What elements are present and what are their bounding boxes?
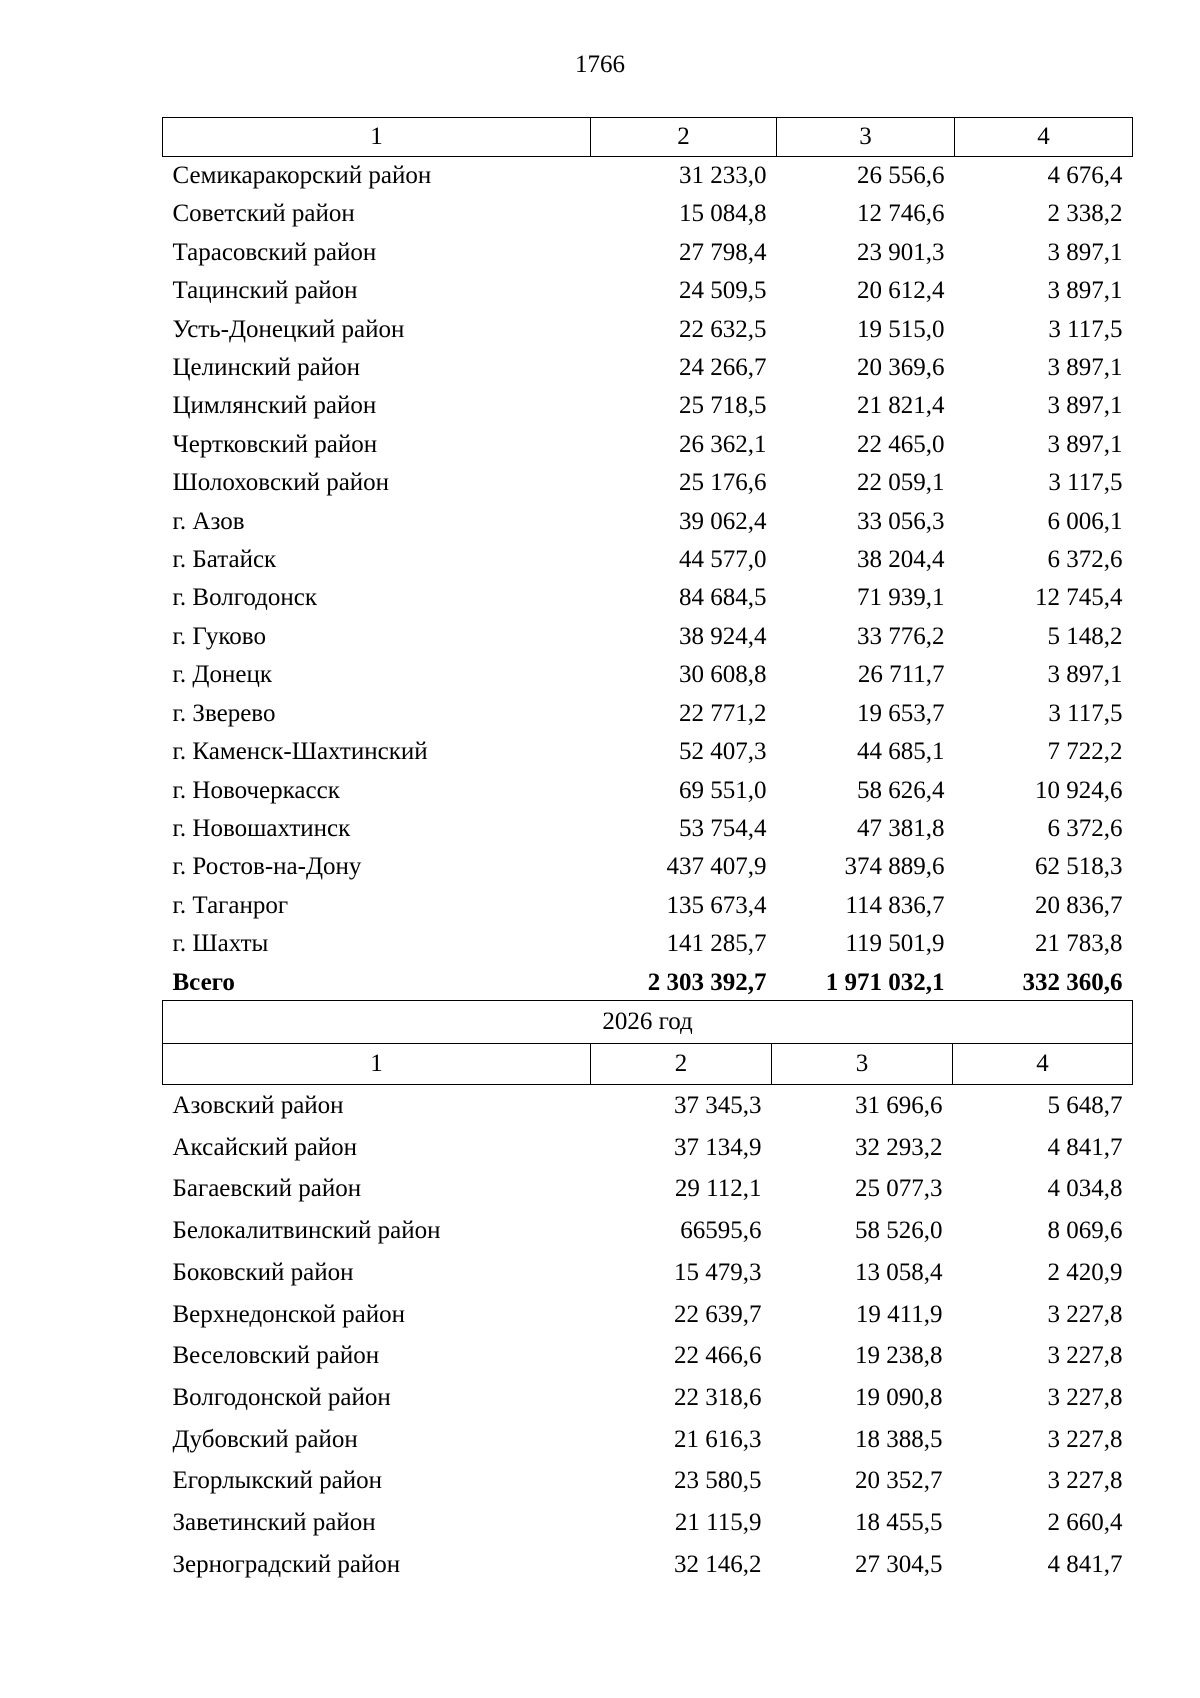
- row-value: 37 134,9: [674, 1133, 762, 1161]
- row-label: Аксайский район: [172, 1133, 358, 1161]
- row-value: 141 285,7: [666, 930, 767, 958]
- row-value: 3 897,1: [1047, 430, 1123, 458]
- column-header: 4: [953, 1044, 1133, 1085]
- row-label: Шолоховский район: [172, 469, 390, 497]
- total-row: [163, 964, 1133, 1002]
- row-value: 22 771,2: [679, 699, 767, 727]
- row-label: Егорлыкский район: [172, 1467, 382, 1495]
- row-label: Боковский район: [172, 1258, 354, 1286]
- section-title-row: [163, 1001, 1133, 1044]
- row-value: 21 783,8: [1035, 930, 1123, 958]
- table-row: [163, 695, 1133, 733]
- row-value: 26 362,1: [679, 430, 767, 458]
- table-row: [163, 464, 1133, 502]
- row-label: г. Гуково: [172, 622, 266, 650]
- row-label: г. Ростов-на-Дону: [172, 853, 362, 881]
- row-label: Багаевский район: [172, 1175, 362, 1203]
- row-value: 22 639,7: [674, 1300, 762, 1328]
- row-value: 20 369,6: [857, 354, 945, 382]
- row-value: 22 059,1: [857, 469, 945, 497]
- row-value: 19 411,9: [855, 1300, 943, 1328]
- column-header: 3: [772, 1044, 953, 1085]
- table-row: [163, 1085, 1133, 1127]
- row-value: 47 381,8: [857, 814, 945, 842]
- row-value: 12 746,6: [857, 200, 945, 228]
- row-value: 4 034,8: [1047, 1175, 1123, 1203]
- table-row: [163, 503, 1133, 541]
- row-label: г. Новочеркасск: [172, 776, 340, 804]
- row-value: 3 897,1: [1047, 277, 1123, 305]
- data-table-continued: [162, 117, 1133, 1002]
- table-row: [163, 1377, 1133, 1419]
- row-value: 26 711,7: [857, 661, 945, 689]
- row-value: 24 509,5: [679, 277, 767, 305]
- row-label: Чертковский район: [172, 430, 378, 458]
- row-value: 6 006,1: [1047, 507, 1123, 535]
- row-label: Целинский район: [172, 354, 360, 382]
- row-value: 62 518,3: [1035, 853, 1123, 881]
- row-label: Веселовский район: [172, 1342, 380, 1370]
- column-header: 2: [591, 118, 777, 157]
- row-value: 22 318,6: [674, 1383, 762, 1411]
- row-value: 2 420,9: [1047, 1258, 1123, 1286]
- table-row: [163, 157, 1133, 196]
- row-value: 37 345,3: [674, 1092, 762, 1119]
- row-value: 21 821,4: [857, 392, 945, 420]
- row-label: Усть-Донецкий район: [172, 315, 405, 343]
- row-label: Азовский район: [172, 1092, 344, 1119]
- row-value: 29 112,1: [674, 1175, 762, 1203]
- table-row: [163, 1460, 1133, 1502]
- row-value: 23 580,5: [674, 1467, 762, 1495]
- row-label: г. Новошахтинск: [172, 814, 351, 842]
- row-value: 31 696,6: [855, 1092, 943, 1119]
- row-value: 19 238,8: [855, 1342, 943, 1370]
- column-header: 3: [777, 118, 955, 157]
- row-value: 3 227,8: [1047, 1467, 1123, 1495]
- row-value: 52 407,3: [679, 738, 767, 766]
- row-label: Волгодонской район: [172, 1383, 391, 1411]
- row-value: 3 117,5: [1048, 469, 1123, 497]
- table-row: [163, 656, 1133, 694]
- table-row: [163, 311, 1133, 349]
- table-row: [163, 1168, 1133, 1210]
- row-value: 3 227,8: [1047, 1300, 1123, 1328]
- row-value: 5 648,7: [1047, 1092, 1123, 1119]
- row-value: 6 372,6: [1047, 814, 1123, 842]
- row-value: 15 084,8: [679, 200, 767, 228]
- row-value: 6 372,6: [1047, 546, 1123, 574]
- row-value: 374 889,6: [844, 853, 945, 881]
- row-value: 5 148,2: [1047, 622, 1123, 650]
- row-value: 19 653,7: [857, 699, 945, 727]
- total-label: Всего: [172, 968, 235, 996]
- table-row: [163, 1502, 1133, 1544]
- row-label: Зерноградский район: [172, 1550, 401, 1578]
- row-value: 39 062,4: [679, 507, 767, 535]
- row-value: 19 515,0: [857, 315, 945, 343]
- table-row: [163, 733, 1133, 771]
- row-value: 25 718,5: [679, 392, 767, 420]
- table-body: [163, 157, 1133, 1002]
- row-value: 3 117,5: [1048, 315, 1123, 343]
- row-value: 44 685,1: [857, 738, 945, 766]
- row-value: 66595,6: [680, 1217, 762, 1245]
- table-row: [163, 925, 1133, 963]
- table-row: [163, 541, 1133, 579]
- table-row: [163, 195, 1133, 233]
- page-number: 1766: [575, 51, 625, 78]
- row-value: 69 551,0: [679, 776, 767, 804]
- row-value: 27 798,4: [679, 238, 767, 266]
- column-header: 2: [591, 1044, 772, 1085]
- row-value: 12 745,4: [1035, 584, 1123, 612]
- row-label: Семикаракорский район: [172, 162, 432, 189]
- row-value: 8 069,6: [1047, 1217, 1123, 1245]
- row-value: 437 407,9: [666, 853, 767, 881]
- table-row: [163, 272, 1133, 310]
- row-value: 33 056,3: [857, 507, 945, 535]
- row-value: 23 901,3: [857, 238, 945, 266]
- row-value: 58 626,4: [857, 776, 945, 804]
- row-label: г. Азов: [172, 507, 245, 535]
- row-label: Белокалитвинский район: [172, 1217, 441, 1245]
- row-value: 3 897,1: [1047, 392, 1123, 420]
- row-value: 84 684,5: [679, 584, 767, 612]
- row-value: 114 836,7: [845, 891, 945, 919]
- row-value: 3 117,5: [1048, 699, 1123, 727]
- row-value: 3 227,8: [1047, 1383, 1123, 1411]
- row-value: 4 841,7: [1047, 1550, 1123, 1578]
- header-row: [163, 1044, 1133, 1085]
- row-value: 38 204,4: [857, 546, 945, 574]
- row-value: 21 616,3: [674, 1425, 762, 1453]
- row-value: 4 676,4: [1047, 162, 1123, 189]
- data-table-2026: [162, 1000, 1133, 1585]
- row-label: Заветинский район: [172, 1509, 376, 1537]
- table-row: [163, 810, 1133, 848]
- row-value: 7 722,2: [1047, 738, 1123, 766]
- column-header: 1: [163, 1044, 591, 1085]
- row-value: 3 897,1: [1047, 661, 1123, 689]
- row-label: г. Шахты: [172, 930, 269, 958]
- table-row: [163, 1252, 1133, 1294]
- row-value: 13 058,4: [855, 1258, 943, 1286]
- row-value: 58 526,0: [855, 1217, 943, 1245]
- row-label: г. Донецк: [172, 661, 272, 689]
- table-row: [163, 1127, 1133, 1169]
- row-label: г. Зверево: [172, 699, 276, 727]
- row-value: 44 577,0: [679, 546, 767, 574]
- table-row: [163, 579, 1133, 617]
- table-row: [163, 1419, 1133, 1461]
- row-value: 18 455,5: [855, 1509, 943, 1537]
- row-value: 53 754,4: [679, 814, 767, 842]
- row-label: Тацинский район: [172, 277, 358, 305]
- section-title: 2026 год: [163, 1001, 1133, 1044]
- table-row: [163, 234, 1133, 272]
- row-value: 20 612,4: [857, 277, 945, 305]
- column-header: 1: [163, 118, 591, 157]
- row-label: Цимлянский район: [172, 392, 377, 420]
- total-value: 1 971 032,1: [825, 968, 945, 996]
- row-value: 32 293,2: [855, 1133, 943, 1161]
- row-label: г. Таганрог: [172, 891, 289, 919]
- column-header: 4: [955, 118, 1133, 157]
- row-value: 15 479,3: [674, 1258, 762, 1286]
- total-value: 2 303 392,7: [647, 968, 767, 996]
- row-value: 26 556,6: [857, 162, 945, 189]
- table-row: [163, 1294, 1133, 1336]
- row-value: 32 146,2: [674, 1550, 762, 1578]
- row-value: 21 115,9: [674, 1509, 762, 1537]
- row-value: 71 939,1: [857, 584, 945, 612]
- row-label: Дубовский район: [172, 1425, 358, 1453]
- table-row: [163, 426, 1133, 464]
- row-value: 27 304,5: [855, 1550, 943, 1578]
- table-row: [163, 1335, 1133, 1377]
- table-row: [163, 772, 1133, 810]
- row-value: 135 673,4: [666, 891, 767, 919]
- table-row: [163, 349, 1133, 387]
- header-row: [163, 118, 1133, 157]
- row-value: 3 897,1: [1047, 354, 1123, 382]
- row-value: 3 897,1: [1047, 238, 1123, 266]
- row-value: 2 660,4: [1047, 1509, 1123, 1537]
- row-value: 22 465,0: [857, 430, 945, 458]
- row-value: 20 836,7: [1035, 891, 1123, 919]
- row-value: 33 776,2: [857, 622, 945, 650]
- table-row: [163, 387, 1133, 425]
- row-value: 119 501,9: [845, 930, 945, 958]
- table-row: [163, 618, 1133, 656]
- row-value: 22 632,5: [679, 315, 767, 343]
- table-row: [163, 1544, 1133, 1586]
- row-label: Верхнедонской район: [172, 1300, 405, 1328]
- row-value: 22 466,6: [674, 1342, 762, 1370]
- total-value: 332 360,6: [1022, 968, 1123, 996]
- row-label: г. Волгодонск: [172, 584, 318, 612]
- row-label: г. Каменск-Шахтинский: [172, 738, 428, 766]
- row-value: 38 924,4: [679, 622, 767, 650]
- row-value: 25 176,6: [679, 469, 767, 497]
- row-value: 3 227,8: [1047, 1425, 1123, 1453]
- row-label: Советский район: [172, 200, 355, 228]
- row-label: Тарасовский район: [172, 238, 377, 266]
- row-label: г. Батайск: [172, 546, 277, 574]
- row-value: 3 227,8: [1047, 1342, 1123, 1370]
- table-body: [163, 1085, 1133, 1586]
- table-row: [163, 1210, 1133, 1252]
- row-value: 2 338,2: [1047, 200, 1123, 228]
- row-value: 18 388,5: [855, 1425, 943, 1453]
- row-value: 19 090,8: [855, 1383, 943, 1411]
- table-row: [163, 848, 1133, 886]
- row-value: 25 077,3: [855, 1175, 943, 1203]
- row-value: 20 352,7: [855, 1467, 943, 1495]
- row-value: 24 266,7: [679, 354, 767, 382]
- row-value: 31 233,0: [679, 162, 767, 189]
- row-value: 10 924,6: [1035, 776, 1123, 804]
- row-value: 4 841,7: [1047, 1133, 1123, 1161]
- row-value: 30 608,8: [679, 661, 767, 689]
- table-row: [163, 887, 1133, 925]
